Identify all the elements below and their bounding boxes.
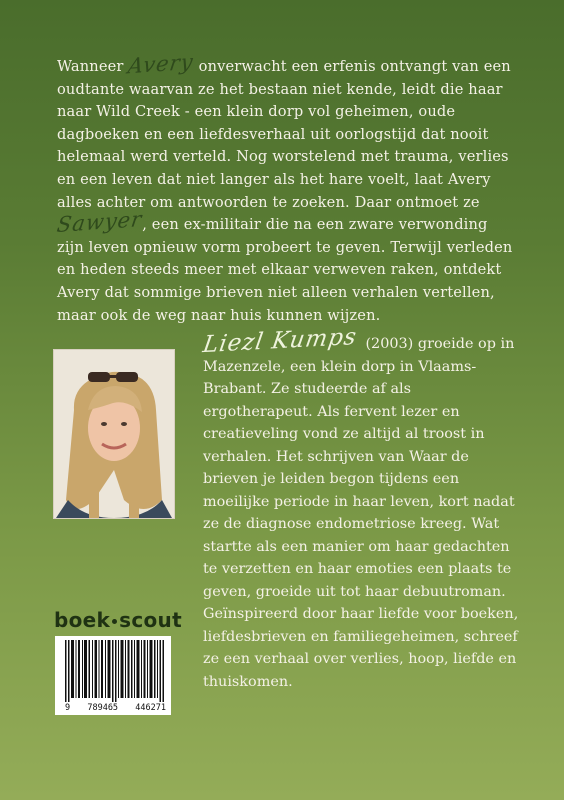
character-name-sawyer: Sawyer: [55, 207, 144, 238]
publisher-logo-part2: scout: [119, 608, 182, 632]
logo-dot-icon: [112, 619, 117, 624]
blurb-ending: , een ex-militair die na een zware verwonding zijn leven opnieuw vorm probeert te geven. Terwijl verleden en heden steeds meer met elkaar verweven raken, ontdekt Avery dat sommige brieven niet alleen verhalen vertellen, maar ook de weg naar huis kunnen wijzen.: [57, 216, 513, 324]
publisher-logo-part1: boek: [54, 608, 111, 632]
back-cover-blurb: [55, 49, 519, 327]
isbn-barcode: [55, 636, 171, 715]
barcode-bars-icon: [65, 640, 166, 702]
isbn-group-1: 789465: [87, 703, 119, 713]
isbn-group-2: 446271: [135, 703, 166, 713]
author-name: Liezl Kumps: [201, 323, 359, 359]
character-name-avery: Avery: [126, 49, 196, 79]
blurb-intro: Wanneer: [57, 58, 124, 75]
publisher-logo: [54, 608, 182, 632]
blurb-body: onverwacht een erfenis ontvangt van een oudtante waarvan ze het bestaan niet kende, leidt die haar naar Wild Creek - een klein dorp vol geheimen, oude dagboeken en een liefdesverhaal uit oorlogstijd dat nooit helemaal werd verteld. Nog worstelend met trauma, verlies en een leven dat niet langer als het hare voelt, laat Avery alles achter om antwoorden te zoeken. Daar ontmoet ze: [57, 58, 511, 211]
isbn-number: [65, 703, 166, 713]
isbn-digit-1: 9: [65, 703, 71, 713]
author-photo: [53, 349, 175, 519]
author-bio: [201, 323, 523, 693]
author-bio-text: (2003) groeide op in Mazenzele, een klein dorp in Vlaams-Brabant. Ze studeerde af als ergotherapeut. Als fervent lezer en creatieveling vond ze altijd al troost in verhalen. Het schrijven van Waar de brieven je leiden begon tijdens een moeilijke periode in haar leven, kort nadat ze de diagnose endometriose kreeg. Wat startte als een manier om haar gedachten te verzetten en haar emoties een plaats te geven, groeide uit tot haar debuutroman. Geïnspireerd door haar liefde voor boeken, liefdesbrieven en familiegeheimen, schreef ze een verhaal over verlies, hoop, liefde en thuiskomen.: [203, 336, 519, 690]
